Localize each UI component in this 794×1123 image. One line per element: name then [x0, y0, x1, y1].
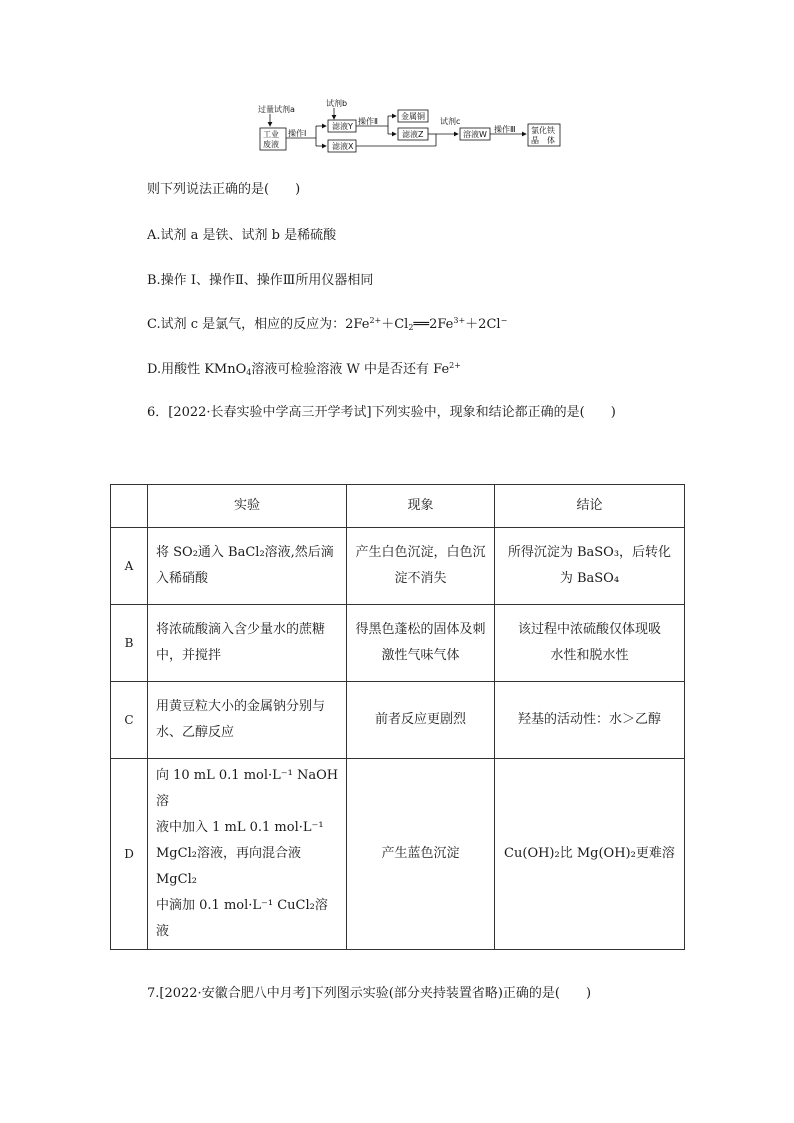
header-experiment: 实验 [148, 485, 347, 528]
cell-experiment: 将浓硫酸滴入含少量水的蔗糖 中，并搅拌 [148, 605, 347, 682]
header-blank [111, 485, 148, 528]
op3-label: 操作Ⅲ [494, 125, 516, 134]
cell-conclusion: Cu(OH)₂比 Mg(OH)₂更难溶 [494, 759, 684, 950]
reagent-c-label: 试剂c [440, 117, 461, 126]
q5-option-c: C.试剂 c 是氯气，相应的反应为：$2Fe^{2+}+Cl_2══2Fe^{3+}+2Cl^-$ [147, 316, 508, 332]
cell-experiment: 向 10 mL 0.1 mol·L⁻¹ NaOH 溶 液中加入 1 mL 0.1 mol·L⁻¹ MgCl₂溶液，再向混合液 MgCl₂ 中滴加 0.1 mol·L⁻¹ CuCl₂溶 液 [148, 759, 347, 950]
product-line1: 氯化铁 [531, 126, 555, 135]
op2-label: 操作Ⅱ [358, 117, 378, 126]
q6-stem: 6．[2022·长春实验中学高三开学考试]下列实验中，现象和结论都正确的是( ) [147, 405, 616, 420]
cell-conclusion: 羟基的活动性：水＞乙醇 [494, 682, 684, 759]
cell-phenomenon: 产生蓝色沉淀 [347, 759, 495, 950]
header-conclusion: 结论 [494, 485, 684, 528]
cell-phenomenon: 前者反应更剧烈 [347, 682, 495, 759]
cell-conclusion: 所得沉淀为 BaSO₃，后转化 为 BaSO₄ [494, 528, 684, 605]
op1-label: 操作Ⅰ [288, 129, 307, 138]
header-phenomenon: 现象 [347, 485, 495, 528]
waste-line2: 废液 [263, 140, 279, 149]
table-row [111, 682, 685, 759]
reagent-a-label: 过量试剂a [258, 105, 295, 114]
cell-experiment: 用黄豆粒大小的金属钠分别与 水、乙醇反应 [148, 682, 347, 759]
solution-w: 溶液W [463, 130, 487, 139]
table-row [111, 605, 685, 682]
table-row [111, 528, 685, 605]
q7-stem: 7.[2022·安徽合肥八中月考]下列图示实验(部分夹持装置省略)正确的是( ) [147, 986, 592, 1001]
row-label: C [111, 682, 148, 759]
waste-line1: 工业 [263, 130, 279, 139]
table-row [111, 759, 685, 950]
process-flowchart [250, 96, 580, 160]
cell-conclusion: 该过程中浓硫酸仅体现吸 水性和脱水性 [494, 605, 684, 682]
table-header-row [111, 485, 685, 528]
row-label: A [111, 528, 148, 605]
filtrate-x: 滤液X [332, 142, 354, 151]
cell-phenomenon: 得黑色蓬松的固体及刺 激性气味气体 [347, 605, 495, 682]
q5-option-d: D.用酸性 KMnO$_4$溶液可检验溶液 W 中是否还有 $Fe^{2+}$ [147, 361, 461, 377]
row-label: B [111, 605, 148, 682]
q5-option-a: A.试剂 a 是铁、试剂 b 是稀硫酸 [147, 228, 337, 243]
flowchart-svg [250, 96, 580, 160]
filtrate-z: 滤液Z [402, 130, 424, 139]
product-line2: 晶 体 [531, 136, 555, 145]
filtrate-y: 滤液Y [332, 122, 353, 131]
metal-copper: 金属铜 [401, 112, 425, 121]
row-label: D [111, 759, 148, 950]
q5-stem: 则下列说法正确的是( ) [147, 182, 301, 197]
cell-experiment: 将 SO₂通入 BaCl₂溶液,然后滴 入稀硝酸 [148, 528, 347, 605]
cell-phenomenon: 产生白色沉淀，白色沉 淀不消失 [347, 528, 495, 605]
q5-option-b: B.操作 I、操作Ⅱ、操作Ⅲ所用仪器相同 [147, 273, 374, 288]
q6-table [110, 484, 685, 950]
reagent-b-label: 试剂b [326, 99, 348, 108]
